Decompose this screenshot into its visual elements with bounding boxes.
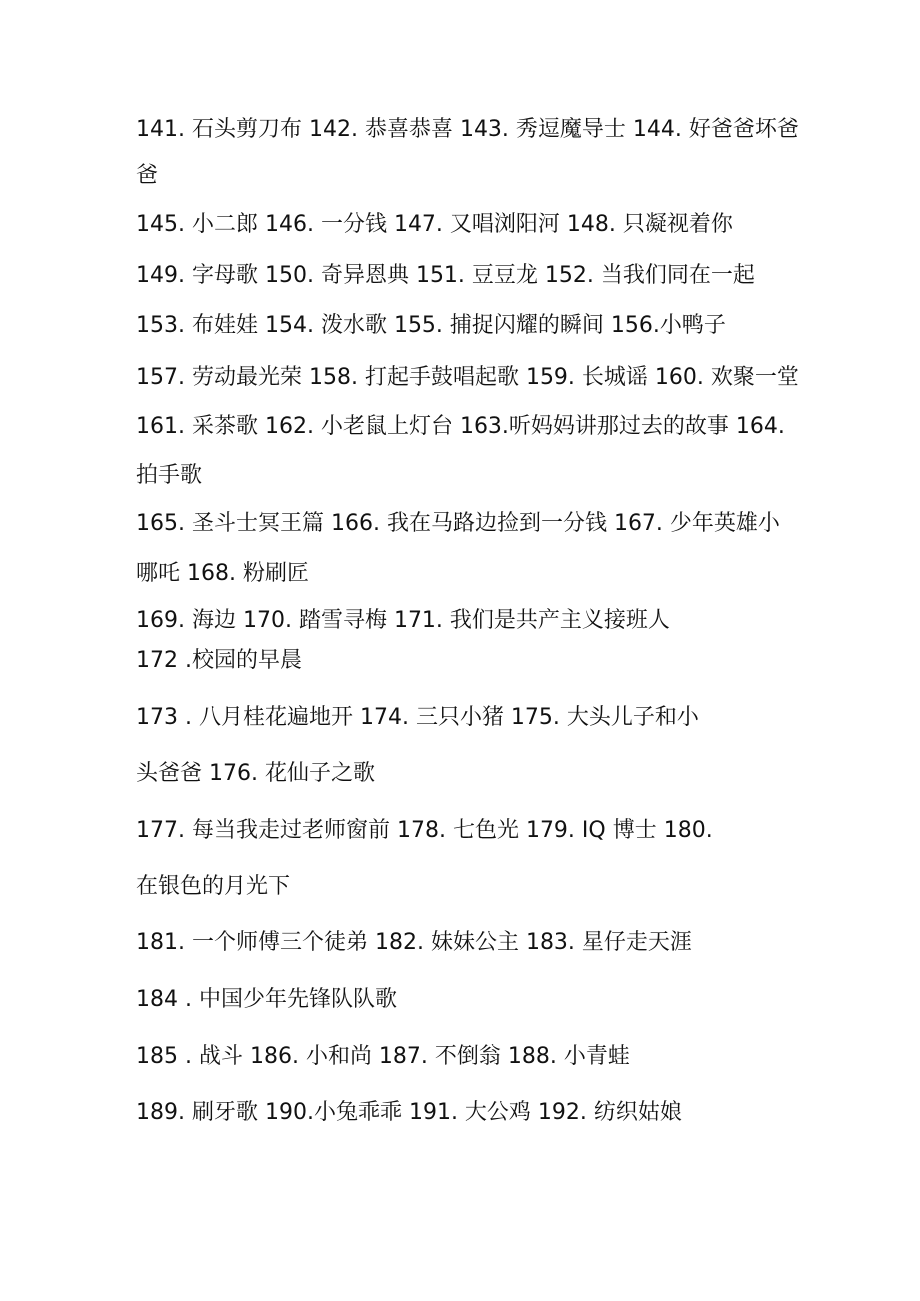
text-line: 爸 (136, 163, 159, 188)
text-line: 172 .校园的早晨 (136, 648, 302, 673)
text-line: 头爸爸 176. 花仙子之歌 (136, 761, 375, 786)
text-line: 153. 布娃娃 154. 泼水歌 155. 捕捉闪耀的瞬间 156.小鸭子 (136, 313, 726, 338)
text-line: 157. 劳动最光荣 158. 打起手鼓唱起歌 159. 长城谣 160. 欢聚一堂 (136, 365, 799, 390)
text-line: 在银色的月光下 (136, 874, 291, 899)
text-line: 哪吒 168. 粉刷匠 (136, 561, 309, 586)
text-line: 173 . 八月桂花遍地开 174. 三只小猪 175. 大头儿子和小 (136, 705, 699, 730)
text-line: 189. 刷牙歌 190.小兔乖乖 191. 大公鸡 192. 纺织姑娘 (136, 1100, 682, 1125)
text-line: 145. 小二郎 146. 一分钱 147. 又唱浏阳河 148. 只凝视着你 (136, 212, 733, 237)
text-line: 181. 一个师傅三个徒弟 182. 妹妹公主 183. 星仔走天涯 (136, 930, 692, 955)
text-line: 161. 采茶歌 162. 小老鼠上灯台 163.听妈妈讲那过去的故事 164. (136, 414, 785, 439)
text-line: 165. 圣斗士冥王篇 166. 我在马路边捡到一分钱 167. 少年英雄小 (136, 511, 780, 536)
text-line: 185 . 战斗 186. 小和尚 187. 不倒翁 188. 小青蛙 (136, 1044, 630, 1069)
text-line: 177. 每当我走过老师窗前 178. 七色光 179. IQ 博士 180. (136, 818, 713, 843)
text-line: 141. 石头剪刀布 142. 恭喜恭喜 143. 秀逗魔导士 144. 好爸爸坏爸 (136, 117, 799, 142)
text-line: 184 . 中国少年先锋队队歌 (136, 987, 397, 1012)
text-line: 169. 海边 170. 踏雪寻梅 171. 我们是共产主义接班人 (136, 608, 670, 633)
text-line: 拍手歌 (136, 463, 203, 488)
text-line: 149. 字母歌 150. 奇异恩典 151. 豆豆龙 152. 当我们同在一起 (136, 263, 755, 288)
